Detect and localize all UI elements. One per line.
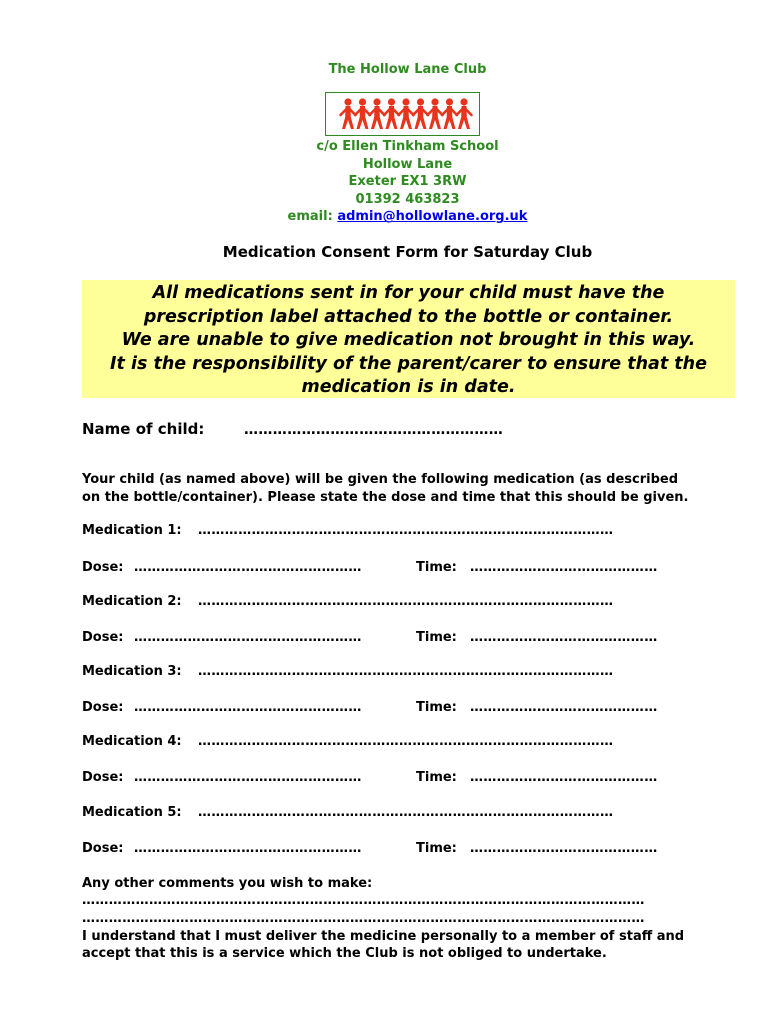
phone-number: 01392 463823 [355,191,460,207]
dose-4-label: Dose: [82,770,124,785]
notice-line: It is the responsibility of the parent/carer to ensure that the [109,353,708,374]
time-5-field[interactable]: …………………………………… [470,841,658,856]
time-4-field[interactable]: …………………………………… [470,770,658,785]
club-logo [325,92,480,136]
time-2-field[interactable]: …………………………………… [470,630,658,645]
form-title: Medication Consent Form for Saturday Club [222,243,593,261]
medication-1-field[interactable]: ………………………………………………………………………………… [198,523,614,538]
time-4-label: Time: [416,770,457,785]
dose-5-field[interactable]: …………………………………………… [134,841,362,856]
dose-3-field[interactable]: …………………………………………… [134,700,362,715]
dose-1-label: Dose: [82,560,124,575]
declaration-line: I understand that I must deliver the medicine personally to a member of staff and [82,929,685,944]
medication-3-label: Medication 3: [82,664,182,679]
email-label: email: [287,209,333,225]
comments-field-line[interactable]: ……………………………………………………………………………………………………………… [82,893,645,908]
people-chain-icon [326,93,479,135]
medication-2-label: Medication 2: [82,594,182,609]
dose-3-label: Dose: [82,700,124,715]
time-1-label: Time: [416,560,457,575]
dose-4-field[interactable]: …………………………………………… [134,770,362,785]
club-name: The Hollow Lane Club [328,62,487,77]
club-address [0,138,770,226]
comments-label: Any other comments you wish to make: [82,876,373,891]
comments-field-line[interactable]: ……………………………………………………………………………………………………………… [82,911,645,926]
time-1-field[interactable]: …………………………………… [470,560,658,575]
time-3-label: Time: [416,700,457,715]
notice-line: medication is in date. [301,377,516,397]
dose-1-field[interactable]: …………………………………………… [134,560,362,575]
medication-notice [82,280,735,398]
time-2-label: Time: [416,630,457,645]
instructions-line: Your child (as named above) will be given the following medication (as described [82,472,679,487]
medication-2-field[interactable]: ………………………………………………………………………………… [198,594,614,609]
time-5-label: Time: [416,841,457,856]
child-name-field[interactable]: ……………………………………………… [244,422,504,438]
notice-line: prescription label attached to the bottle or container. [143,306,674,327]
medication-5-label: Medication 5: [82,805,182,820]
dose-2-field[interactable]: …………………………………………… [134,630,362,645]
medication-3-field[interactable]: ………………………………………………………………………………… [198,664,614,679]
dose-5-label: Dose: [82,841,124,856]
medication-4-label: Medication 4: [82,734,182,749]
time-3-field[interactable]: …………………………………… [470,700,658,715]
address-line-street: Hollow Lane [362,156,453,172]
notice-line: We are unable to give medication not brought in this way. [121,330,696,350]
email-link[interactable]: admin@hollowlane.org.uk [337,209,528,225]
medication-5-field[interactable]: ………………………………………………………………………………… [198,805,614,820]
address-line-school: c/o Ellen Tinkham School [316,139,499,154]
notice-line: All medications sent in for your child must have the [152,283,665,303]
medication-4-field[interactable]: ………………………………………………………………………………… [198,734,614,749]
address-line-city: Exeter EX1 3RW [348,174,467,190]
dose-2-label: Dose: [82,630,124,645]
declaration-line: accept that this is a service which the Club is not obliged to undertake. [82,946,607,961]
instructions-line: on the bottle/container). Please state the dose and time that this should be given. [82,490,689,505]
medication-1-label: Medication 1: [82,523,182,538]
child-name-label: Name of child: [82,420,205,438]
email-line [0,208,770,226]
